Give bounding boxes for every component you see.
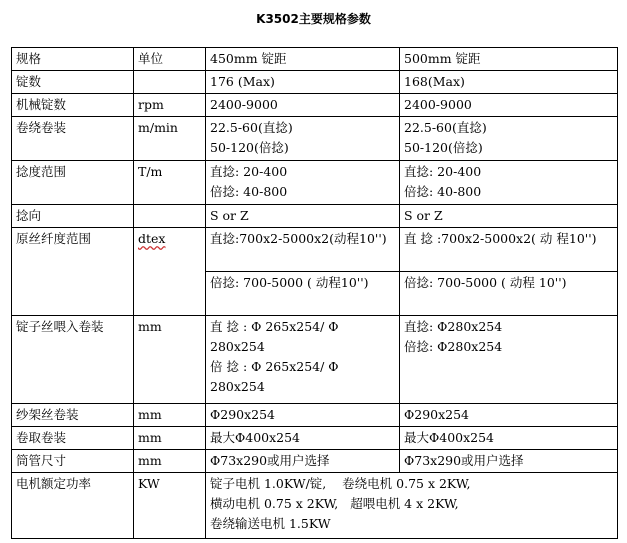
row-unit [134, 228, 206, 316]
row-label: 捻向 [12, 205, 134, 228]
spec-table [11, 47, 618, 539]
header-cell-500: 500mm 锭距 [400, 48, 618, 71]
row-label: 纱架丝卷装 [12, 404, 134, 427]
row-label: 锭子丝喂入卷装 [12, 316, 134, 404]
row-value-450: 2400-9000 [206, 94, 400, 117]
header-cell-spec: 规格 [12, 48, 134, 71]
value-line: 横动电机 0.75 x 2KW, 超喂电机 4 x 2KW, [210, 496, 459, 511]
header-cell-450: 450mm 锭距 [206, 48, 400, 71]
row-value-500 [400, 228, 618, 272]
value-line: 倍捻: 40-800 [210, 184, 288, 199]
row-value-500: Φ290x254 [400, 404, 618, 427]
row-value-500 [400, 272, 618, 316]
header-cell-unit: 单位 [134, 48, 206, 71]
row-unit [134, 71, 206, 94]
row-label: 电机额定功率 [12, 473, 134, 539]
row-value-500: Φ73x290或用户选择 [400, 450, 618, 473]
value-line: 50-120(倍捻) [210, 140, 289, 155]
row-unit: m/min [134, 117, 206, 161]
value-line: 22.5-60(直捻) [210, 120, 293, 135]
row-label: 捻度范围 [12, 161, 134, 205]
table-header-row [12, 48, 618, 71]
row-value-450: S or Z [206, 205, 400, 228]
table-row [12, 450, 618, 473]
value-line: 锭子电机 1.0KW/锭, 卷绕电机 0.75 x 2KW, [210, 476, 471, 491]
row-label: 卷绕卷装 [12, 117, 134, 161]
value-text: 直捻:700x2-5000x2(动程10'') [210, 231, 387, 246]
row-value-450 [206, 117, 400, 161]
value-text: 直 捻 : Φ 265x254/ Φ 280x254 [210, 319, 339, 354]
value-text: 倍捻: 700-5000 ( 动程 10'') [404, 275, 567, 290]
row-unit: KW [134, 473, 206, 539]
value-line: 22.5-60(直捻) [404, 120, 487, 135]
row-value-500 [400, 161, 618, 205]
row-value-500 [400, 117, 618, 161]
value-text: 倍捻: 700-5000 ( 动程10'') [210, 275, 369, 290]
row-value-500: 2400-9000 [400, 94, 618, 117]
row-value-450 [206, 228, 400, 272]
row-label: 卷取卷装 [12, 427, 134, 450]
row-value-500: S or Z [400, 205, 618, 228]
row-unit: rpm [134, 94, 206, 117]
unit-text: dtex [138, 231, 166, 246]
value-text: 直 捻 :700x2-5000x2( 动 程10'') [404, 231, 597, 246]
value-line: 50-120(倍捻) [404, 140, 483, 155]
document-title: K3502主要规格参数 [256, 12, 371, 26]
row-label: 筒管尺寸 [12, 450, 134, 473]
table-row [12, 71, 618, 94]
value-line: 倍捻: 40-800 [404, 184, 482, 199]
row-value-450 [206, 161, 400, 205]
value-text: 倍 捻 : Φ 265x254/ Φ 280x254 [210, 359, 339, 394]
table-row [12, 161, 618, 205]
row-label: 机械锭数 [12, 94, 134, 117]
row-unit: T/m [134, 161, 206, 205]
table-row [12, 316, 618, 404]
value-line: 倍捻: Φ280x254 [404, 339, 503, 354]
row-value-450 [206, 316, 400, 404]
table-row [12, 205, 618, 228]
row-label: 原丝纤度范围 [12, 228, 134, 316]
value-line: 直捻: 20-400 [404, 164, 482, 179]
row-unit: mm [134, 316, 206, 404]
row-value-450: 176 (Max) [206, 71, 400, 94]
row-unit: mm [134, 404, 206, 427]
row-value-500: 最大Φ400x254 [400, 427, 618, 450]
row-value-450: Φ73x290或用户选择 [206, 450, 400, 473]
table-row [12, 94, 618, 117]
table-row [12, 228, 618, 272]
row-unit [134, 205, 206, 228]
value-line: 直捻: 20-400 [210, 164, 288, 179]
row-value-500: 168(Max) [400, 71, 618, 94]
row-unit: mm [134, 450, 206, 473]
table-row [12, 473, 618, 539]
table-row [12, 117, 618, 161]
table-row [12, 404, 618, 427]
row-value-motors [206, 473, 618, 539]
value-line: 直捻: Φ280x254 [404, 319, 503, 334]
row-value-500 [400, 316, 618, 404]
row-label: 锭数 [12, 71, 134, 94]
table-row [12, 427, 618, 450]
row-value-450 [206, 272, 400, 316]
row-value-450: 最大Φ400x254 [206, 427, 400, 450]
row-unit: mm [134, 427, 206, 450]
row-value-450: Φ290x254 [206, 404, 400, 427]
value-line: 卷绕输送电机 1.5KW [210, 516, 331, 531]
